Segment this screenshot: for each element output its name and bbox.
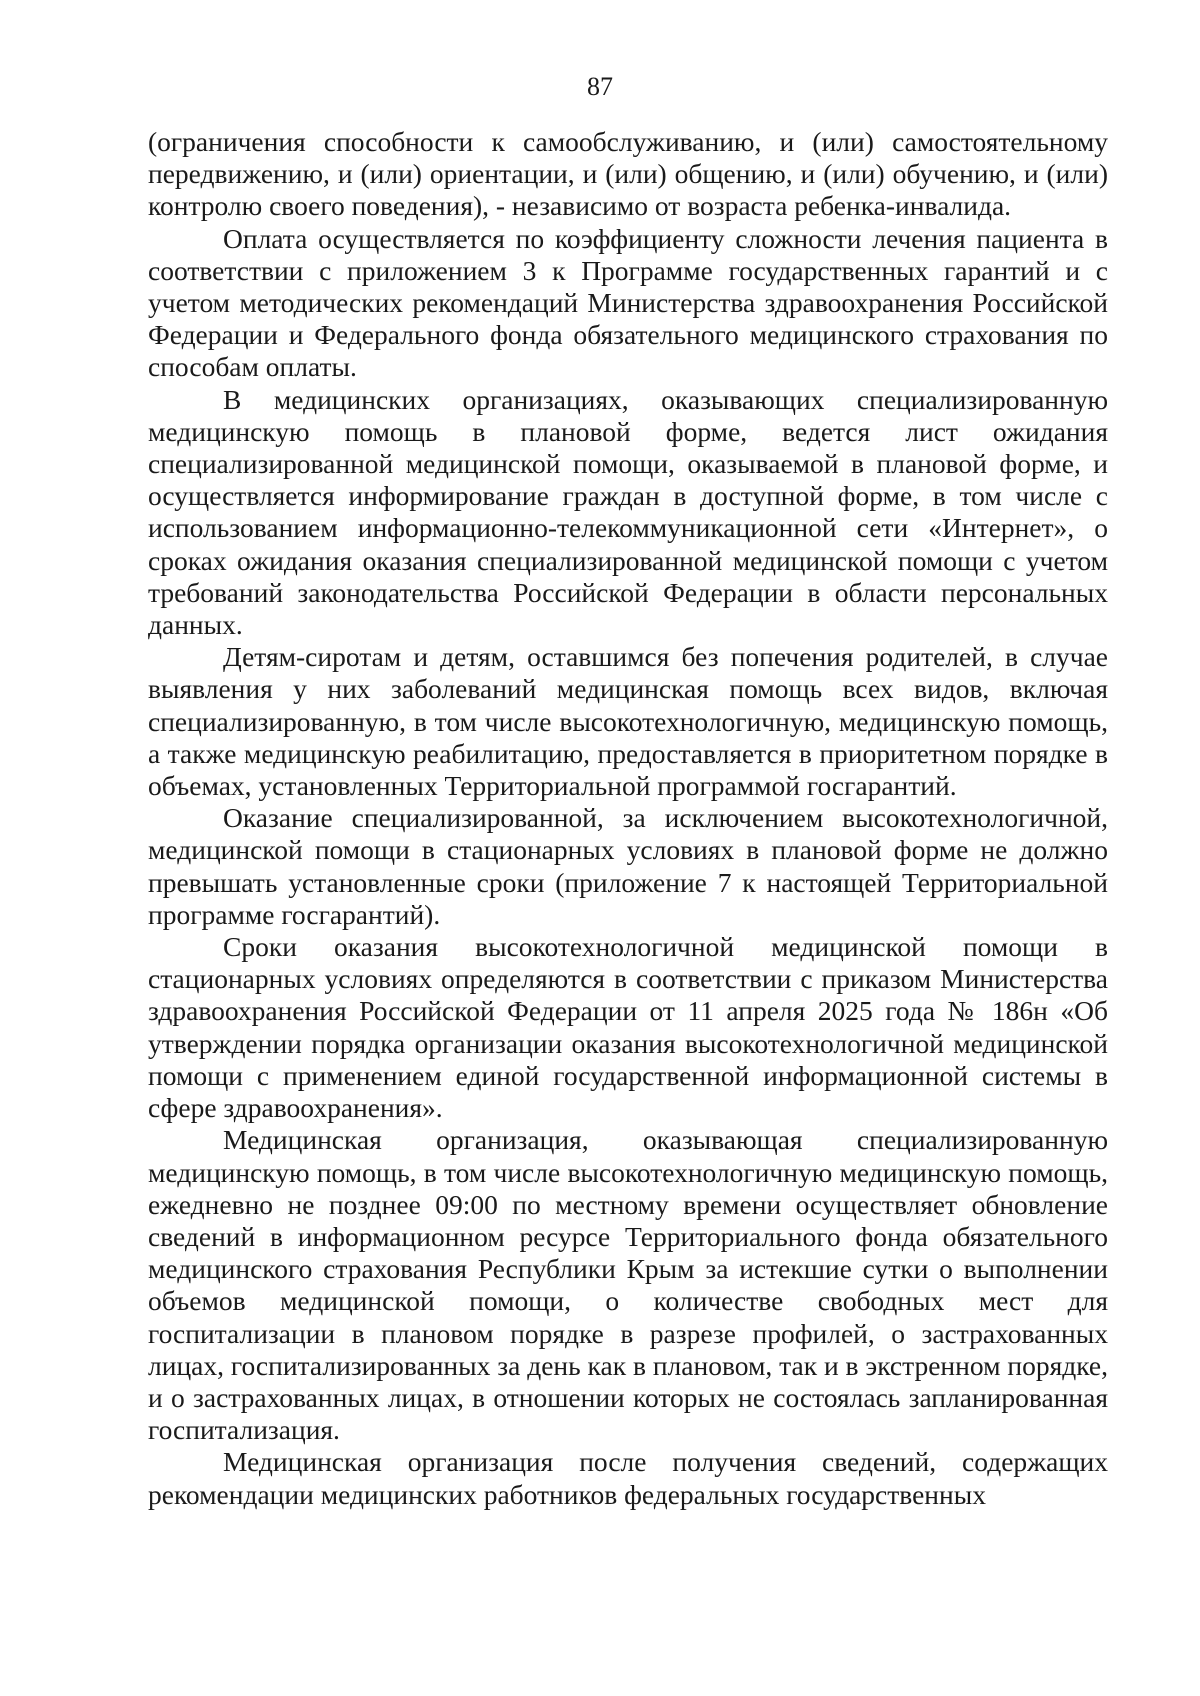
- paragraph-recommendations: Медицинская организация после получения сведений, содержащих рекомендации медицинских работников федеральных государственных: [148, 1446, 1108, 1510]
- page-number: 87: [587, 72, 613, 101]
- paragraph-high-tech-terms: Сроки оказания высокотехнологичной медицинской помощи в стационарных условиях определяются в соответствии с приказом Министерства здравоохранения Российской Федерации от 11 апреля 2025 года № 186н «Об утверждении порядка организации оказания высокотехнологичной медицинской помощи с применением единой государственной информационной системы в сфере здравоохранения».: [148, 931, 1108, 1124]
- document-body: [148, 126, 1108, 1511]
- paragraph-payment: Оплата осуществляется по коэффициенту сложности лечения пациента в соответствии с приложением 3 к Программе государственных гарантий и с учетом методических рекомендаций Министерства здравоохранения Российской Федерации и Федерального фонда обязательного медицинского страхования по способам оплаты.: [148, 222, 1108, 383]
- paragraph-orphans: Детям-сиротам и детям, оставшимся без попечения родителей, в случае выявления у них заболеваний медицинская помощь всех видов, включая специализированную, в том числе высокотехнологичную, медицинскую помощь, а также медицинскую реабилитацию, предоставляется в приоритетном порядке в объемах, установленных Территориальной программой госгарантий.: [148, 641, 1108, 802]
- paragraph-waiting-list: В медицинских организациях, оказывающих специализированную медицинскую помощь в плановой форме, ведется лист ожидания специализированной медицинской помощи, оказываемой в плановой форме, и осуществляется информирование граждан в доступной форме, в том числе с использованием информационно-телекоммуникационной сети «Интернет», о сроках ожидания оказания специализированной медицинской помощи с учетом требований законодательства Российской Федерации в области персональных данных.: [148, 383, 1108, 641]
- paragraph-continuation: (ограничения способности к самообслуживанию, и (или) самостоятельному передвижению, и (или) ориентации, и (или) общению, и (или) обучению, и (или) контролю своего поведения), - независимо от возраста ребенка-инвалида.: [148, 126, 1108, 222]
- paragraph-daily-update: Медицинская организация, оказывающая специализированную медицинскую помощь, в том числе высокотехнологичную медицинскую помощь, ежедневно не позднее 09:00 по местному времени осуществляет обновление сведений в информационном ресурсе Территориального фонда обязательного медицинского страхования Республики Крым за истекшие сутки о выполнении объемов медицинской помощи, о количестве свободных мест для госпитализации в плановом порядке в разрезе профилей, о застрахованных лицах, госпитализированных за день как в плановом, так и в экстренном порядке, и о застрахованных лицах, в отношении которых не состоялась запланированная госпитализация.: [148, 1124, 1108, 1446]
- paragraph-specialized-care-terms: Оказание специализированной, за исключением высокотехнологичной, медицинской помощи в стационарных условиях в плановой форме не должно превышать установленные сроки (приложение 7 к настоящей Территориальной программе госгарантий).: [148, 802, 1108, 930]
